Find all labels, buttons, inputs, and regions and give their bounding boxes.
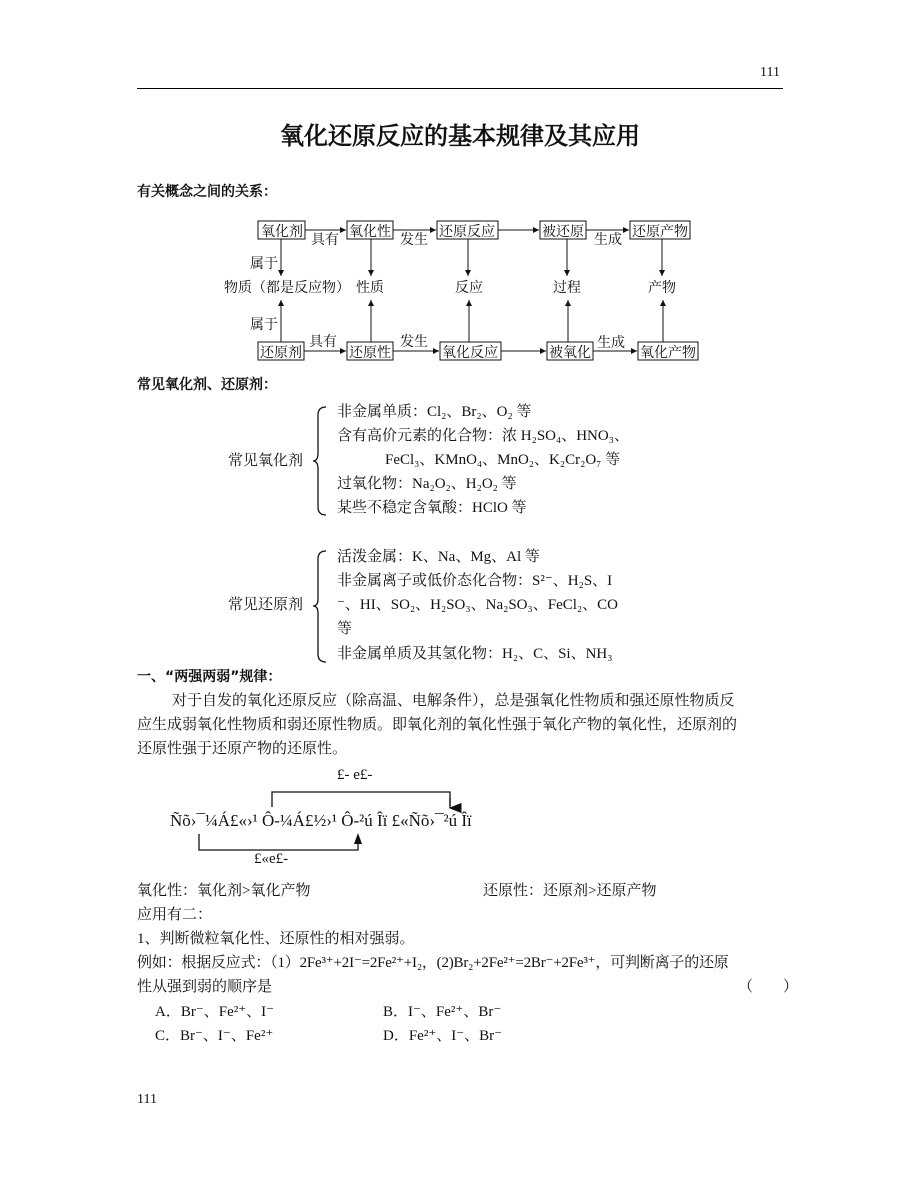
node-process: 过程 [553,280,581,296]
node-reduced: 被还原 [542,224,584,240]
oxidizer-line: 含有高价元素的化合物：浓 H₂SO₄、HNO₃、 [337,428,629,444]
electron-gain-label: £«e£- [254,851,289,867]
page-title: 氧化还原反应的基本规律及其应用 [280,122,640,150]
option-c: C．Br⁻、I⁻、Fe²⁺ [155,1028,274,1044]
rule-heading: 一、“两强两弱”规律： [137,669,282,685]
rule-paragraph-line: 对于自发的氧化还原反应（除高温、电解条件），总是强氧化性物质和强还原性物质反 [172,693,735,709]
concept-relation-diagram [0,0,920,380]
node-reductant: 还原剂 [260,345,302,361]
brace-icon [312,405,332,517]
reducer-line: 活泼金属：K、Na、Mg、Al 等 [337,549,540,565]
reducer-line: 非金属离子或低价态化合物：S²⁻、H₂S、I [337,573,613,589]
rule-paragraph-line: 还原性强于还原产物的还原性。 [137,741,348,757]
reducer-line: 等 [337,621,353,637]
link-produce-top: 生成 [594,232,622,248]
link-undergo-bottom: 发生 [400,334,428,350]
oxidizing-comparison: 氧化性：氧化剂>氧化产物 [137,883,311,899]
application-1-title: 1、判断微粒氧化性、还原性的相对强弱。 [137,931,415,947]
reducer-line: 非金属单质及其氢化物：H₂、C、Si、NH₃ [337,646,613,662]
link-belongs-bottom: 属于 [250,317,278,333]
node-substance: 物质（都是反应物） [224,280,350,296]
option-b: B．I⁻、Fe²⁺、Br⁻ [383,1004,502,1020]
node-reduction-reaction: 还原反应 [439,224,495,240]
oxidizer-line: 非金属单质：Cl₂、Br₂、O₂ 等 [337,404,532,420]
oxidizers-label: 常见氧化剂 [228,453,304,469]
common-agents-heading: 常见氧化剂、还原剂： [137,377,277,393]
header-page-number: 111 [760,65,780,80]
applications-intro: 应用有二： [137,907,213,923]
node-oxidizing-property: 氧化性 [349,224,391,240]
relations-heading: 有关概念之间的关系： [137,184,277,200]
node-oxidant: 氧化剂 [261,224,303,240]
electron-loss-label: £- e£- [337,767,373,783]
reaction-equation: Ñõ›¯¼Á£«›¹ Ô-¼Á£½›¹ Ô-²ú Îï £«Ñõ›¯²ú Îï [170,811,472,830]
reducers-label: 常见还原剂 [228,597,304,613]
node-oxidation-reaction: 氧化反应 [442,345,498,361]
node-reduction-product: 还原产物 [632,224,688,240]
oxidizer-line: FeCl₃、KMnO₄、MnO₂、K₂Cr₂O₇ 等 [385,452,621,468]
rule-paragraph-line: 应生成弱氧化性物质和弱还原性物质。即氧化剂的氧化性强于氧化产物的氧化性，还原剂的 [137,717,738,733]
oxidizer-line: 某些不稳定含氧酸：HClO 等 [337,500,527,516]
option-a: A．Br⁻、Fe²⁺、I⁻ [155,1004,275,1020]
node-oxidized: 被氧化 [549,345,591,361]
node-property: 性质 [356,280,384,296]
answer-blank: （ ） [738,979,799,995]
example-line: 性从强到弱的顺序是 [137,979,273,995]
node-oxidation-product: 氧化产物 [640,345,696,361]
option-d: D．Fe²⁺、I⁻、Br⁻ [383,1028,503,1044]
oxidizer-line: 过氧化物：Na₂O₂、H₂O₂ 等 [337,476,517,492]
reducing-comparison: 还原性：还原剂>还原产物 [483,883,657,899]
link-belongs-top: 属于 [250,256,278,272]
node-reaction: 反应 [455,280,483,296]
example-line: 例如：根据反应式：（1）2Fe³⁺+2I⁻=2Fe²⁺+I₂，(2)Br₂+2Fe²⁺=2Br⁻+2Fe³⁺，可判断离子的还原 [137,955,729,971]
link-undergo-top: 发生 [400,232,428,248]
node-reducing-property: 还原性 [349,345,391,361]
reducer-line: ⁻、HI、SO₂、H₂SO₃、Na₂SO₃、FeCl₂、CO [337,597,618,613]
node-product: 产物 [648,280,676,296]
footer-page-number: 111 [137,1092,157,1107]
link-produce-bottom: 生成 [597,335,625,351]
brace-icon [312,549,332,664]
link-has-bottom: 具有 [309,334,337,350]
link-has-top: 具有 [311,232,339,248]
